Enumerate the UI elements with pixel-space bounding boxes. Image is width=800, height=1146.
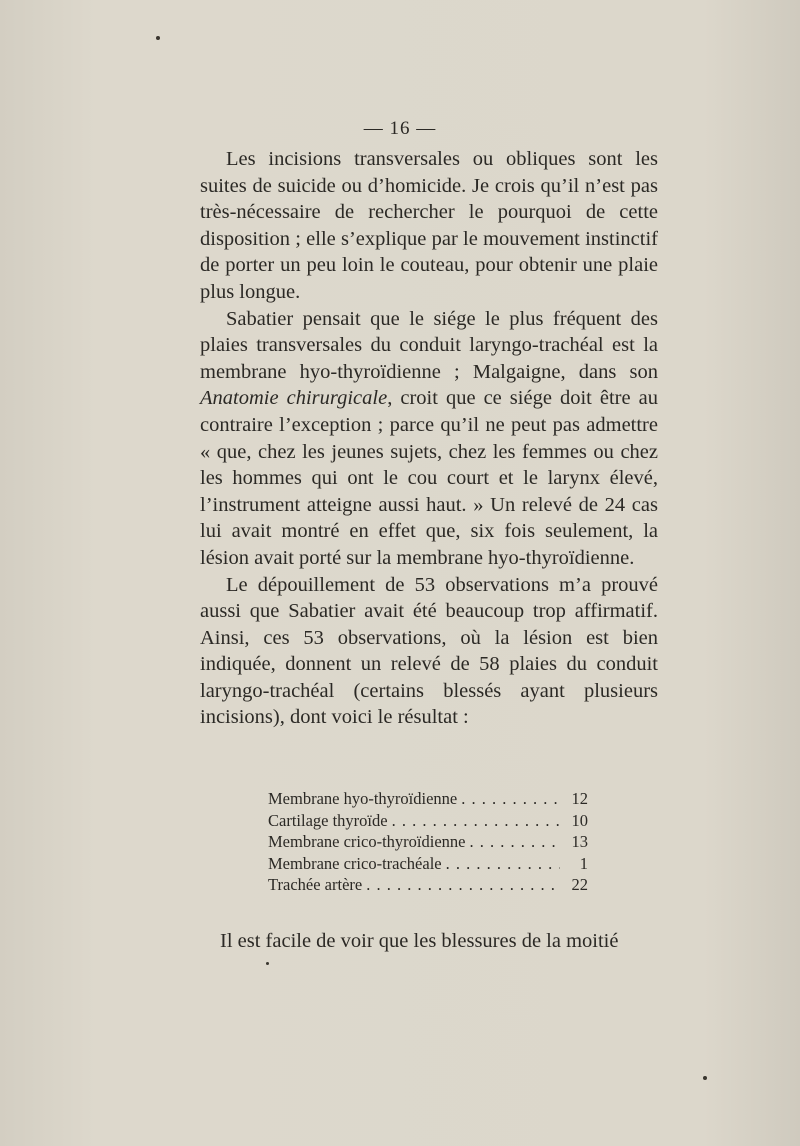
row-value: 13 [571, 832, 588, 851]
paragraph: Les incisions transversales ou obliques sont les suites de suicide ou d’homicide. Je crois qu’il n’est pas très-nécessaire de rechercher le pourquoi de cette disposition ; elle s’explique par le mouvement instinctif de porter un peu loin le couteau, pour obtenir une plaie plus longue. [200, 148, 658, 303]
row-value: 10 [571, 810, 588, 830]
ink-speck [156, 36, 160, 40]
results-table [268, 788, 588, 896]
page-number: — 16 — [363, 118, 437, 139]
row-label: Trachée artère [268, 875, 363, 894]
leader-dots [366, 874, 560, 896]
table-row [268, 831, 588, 853]
row-label: Cartilage thyroïde [268, 810, 388, 830]
book-title: Anatomie chirurgicale [200, 387, 388, 410]
row-value: 22 [571, 875, 588, 894]
row-label: Membrane hyo-thyroïdienne [268, 789, 458, 808]
closing-line: Il est facile de voir que les blessures de la moitié [220, 930, 619, 952]
row-value: 1 [579, 853, 588, 873]
row-value: 12 [571, 789, 588, 808]
table-row [268, 874, 588, 896]
table-row [268, 788, 588, 810]
leader-dots [446, 853, 560, 875]
row-label: Membrane crico-trachéale [268, 853, 442, 873]
table-row [268, 853, 588, 875]
paragraph: Sabatier pensait que le siége le plus fréquent des plaies transversales du conduit laryngo-trachéal est la membrane hyo-thyroïdienne ; Malgaigne, dans son Anatomie chirurgicale, croit que ce siége doit être au contraire l’exception ; parce qu’il ne peut pas admettre « que, chez les jeunes sujets, chez les femmes ou chez les hommes qui ont le cou court et le larynx élevé, l’instrument atteigne aussi haut. » Un relevé de 24 cas lui avait montré en effet que, six fois seulement, la lésion avait porté sur la membrane hyo-thyroïdienne. [200, 307, 658, 569]
leader-dots [461, 788, 560, 810]
leader-dots [469, 831, 560, 853]
paragraph: Le dépouillement de 53 observations m’a prouvé aussi que Sabatier avait été beaucoup trop affirmatif. Ainsi, ces 53 observations, où la lésion est bien indiquée, donnent un relevé de 58 plaies du conduit laryngo-trachéal (certains blessés ayant plusieurs incisions), dont voici le résultat : [200, 573, 658, 729]
body-text [200, 146, 658, 731]
row-label: Membrane crico-thyroïdienne [268, 832, 466, 851]
table-row [268, 810, 588, 832]
ink-speck [703, 1076, 707, 1080]
ink-speck [266, 962, 269, 965]
leader-dots [392, 810, 560, 832]
